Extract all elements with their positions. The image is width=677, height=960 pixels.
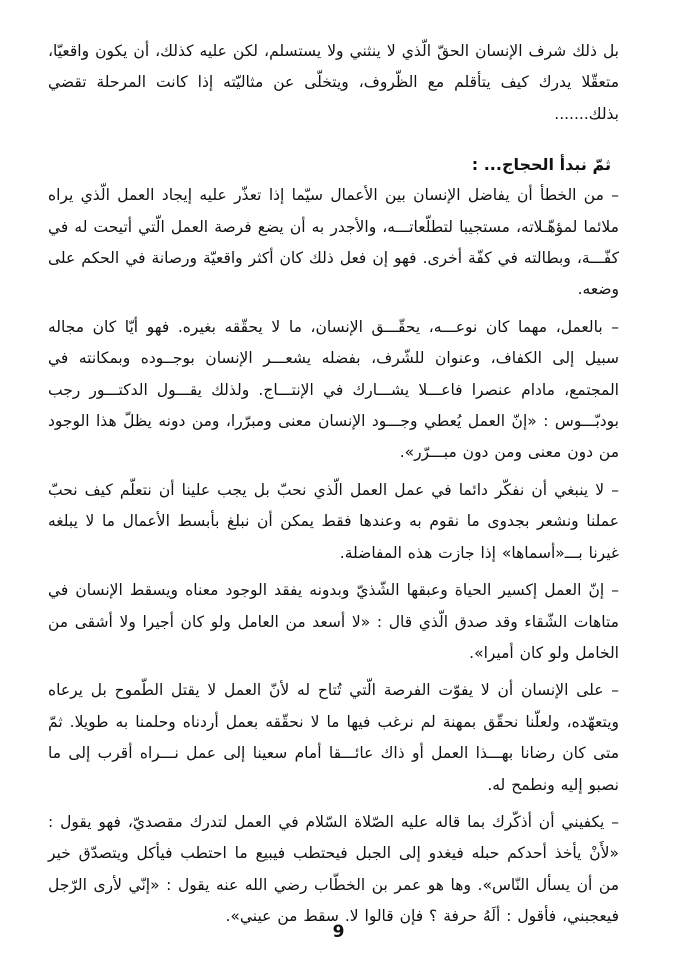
paragraph-5: – على الإنسان أن لا يفوّت الفرصة الّتي تُتاح له لأنّ العمل لا يقتل الطّموح بل يرعاه ويتعهّده، ولعلّنا نحقّق بمهنة لم نرغب فيها ما لا نحقّقه بعمل أردناه وحلمنا به طويلا. ثمّ متى كان رضانا بهـــذا العمل أو ذاك عائـــقا أمام سعينا إلى عمل نـــراه أقرب إلى ما نصبو إليه ونطمح له.	[48, 681, 619, 794]
paragraph-4: – إنّ العمل إكسير الحياة وعبقها الشّذيّ وبدونه يفقد الوجود معناه ويسقط الإنسان في متاهات الشّقاء وقد صدق الّذي قال : «لا أسعد من العامل ولو كان أجيرا ولا أشقى من الخامل ولو كان أميرا».	[48, 581, 619, 662]
paragraph-1: – من الخطأ أن يفاضل الإنسان بين الأعمال سيّما إذا تعذّر عليه إيجاد العمل الّذي يراه ملائما لمؤهّـلاته، مستجيبا لتطلّعاتـــه، والأجدر به أن يضع فرصة العمل الّتي أتيحت له في كفّـــة، وبطالته في كفّة أخرى. فهو إن فعل ذلك كان أكثر واقعيّة ورصانة في الحكم على وضعه.	[48, 186, 619, 299]
paragraph-3: – لا ينبغي أن نفكّر دائما في عمل العمل الّذي نحبّ بل يجب علينا أن نتعلّم كيف نحبّ عملنا ونشعر بجدوى ما نقوم به وعندها فقط يمكن أن نبلغ بأبسط الأعمال ما لا يبلغه غيرنا بـــ«أسماها» إذا جازت هذه المفاضلة.	[48, 480, 619, 562]
intro-paragraph: بل ذلك شرف الإنسان الحقّ الّذي لا ينثني ولا يستسلم، لكن عليه كذلك، أن يكون واقعيّا، متعقّلا يدرك كيف يتأقلم مع الظّروف، ويتخلّى عن مثاليّته إذا كانت المرحلة تقضي بذلك.......	[48, 42, 619, 123]
section-heading: ثمّ نبدأ الحجاج... :	[471, 155, 611, 175]
paragraph-2: – بالعمل، مهما كان نوعـــه، يحقّـــق الإنسان، ما لا يحقّقه بغيره. فهو أيّا كان مجاله سبيل إلى الكفاف، وعنوان للشّرف، بفضله يشعـــر الإنسان بوجــوده وبمكانته في المجتمع، مادام عنصرا فاعـــلا يشـــارك في الإنتـــاج. ولذلك يقـــول الدكتـــور رجب بودبّـــوس : «إنّ العمل يُعطي وجـــود الإنسان معنى ومبرّرا، ومن دونه يظلّ هذا الوجود من دون معنى ومن دون مبـــرّر».	[48, 317, 619, 462]
paragraph-6: – يكفيني أن أذكّرك بما قاله عليه الصّلاة السّلام في العمل لتدرك مقصديّ، فهو يقول : «لأَنْ يأخذ أحدكم حبله فيغدو إلى الجبل فيحتطب فيبيع ما احتطب فيأكل ويتصدّق خير من أن يسأل النّاس». وها هو عمر بن الخطّاب رضي الله عنه يقول : «إنّي لأرى الرّجل فيعجبني، فأقول : ألَهُ حرفة ؟ فإن قالوا لا. سقط من عيني».	[48, 812, 619, 926]
page-number: 9	[332, 922, 345, 942]
